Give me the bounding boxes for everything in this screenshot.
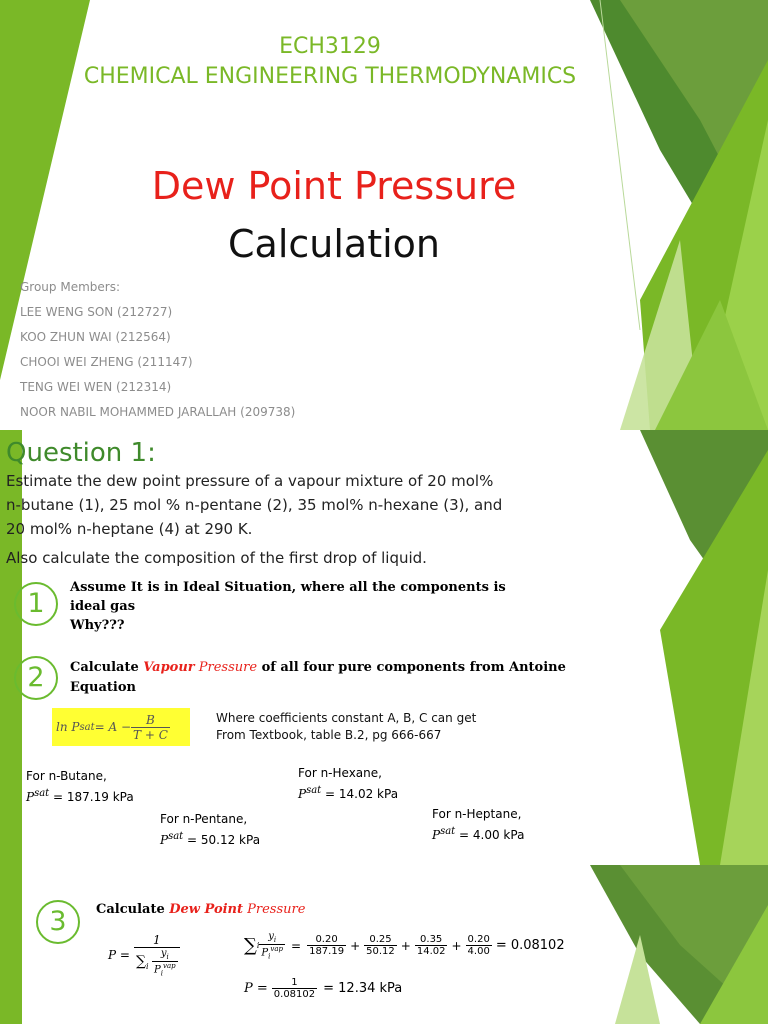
- coef-note-1: Where coefficients constant A, B, C can get: [216, 711, 477, 725]
- step-2-line-2: Equation: [70, 680, 136, 695]
- component-value: $P^{sat} = 14.02$ kPa: [298, 785, 399, 801]
- pressure-result: [244, 977, 402, 1000]
- step-3-pre: Calculate: [96, 902, 170, 917]
- step-2-pre: Calculate: [70, 660, 144, 675]
- sum-lhs: ∑ i $\frac{y_i}{P_i^{vap}}$ =: [244, 931, 302, 961]
- question-heading: Question 1:: [6, 438, 156, 468]
- title-red: Dew Point Pressure: [151, 164, 517, 208]
- sum-term-1: $\frac{0.20}{187.19}$: [309, 934, 345, 958]
- step-2-vapour: Vapour: [143, 660, 195, 675]
- antoine-eq: = A −: [94, 720, 131, 734]
- step-2-circle: 2: [14, 656, 58, 700]
- course-name: CHEMICAL ENGINEERING THERMODYNAMICS: [83, 64, 577, 89]
- step-3-pressure: Pressure: [243, 902, 306, 917]
- component-hexane: [298, 765, 398, 803]
- member-5: NOOR NABIL MOHAMMED JARALLAH (209738): [20, 405, 296, 419]
- step-2-post: of all four pure components from Antoine: [257, 660, 566, 675]
- step-3-circle: 3: [36, 900, 80, 944]
- sum-term-4: $\frac{0.20}{4.00}$: [467, 934, 490, 958]
- antoine-fraction: [131, 713, 170, 742]
- component-name: For n-Pentane,: [160, 812, 248, 826]
- component-pentane: [160, 811, 260, 849]
- members-heading: Group Members:: [20, 280, 121, 294]
- title-slide: [0, 0, 768, 430]
- coef-note-2: From Textbook, table B.2, pg 666-667: [216, 728, 442, 742]
- antoine-equation: [52, 708, 190, 746]
- p-lhs: P =: [244, 981, 268, 996]
- sum-term-3: $\frac{0.35}{14.02}$: [416, 934, 446, 958]
- member-4: TENG WEI WEN (212314): [20, 380, 172, 394]
- member-1: LEE WENG SON (212727): [20, 305, 173, 319]
- antoine-lhs: ln P: [56, 720, 80, 734]
- formula-lhs: P =: [108, 948, 130, 963]
- formula-num: 1: [134, 933, 180, 948]
- sum-equation: ∑ i $\frac{y_i}{P_i^{vap}}$ = $\frac{0.20}{187.19}$ + $\frac{0.25}{50.12}$ + $\frac{0.35}{14.02}$ + $\frac{0.20}{4.00}$ = 0.08102: [244, 931, 565, 961]
- component-value: $P^{sat} = 4.00$ kPa: [432, 826, 525, 842]
- question-line-1: Estimate the dew point pressure of a vapour mixture of 20 mol%: [6, 472, 494, 490]
- component-heptane: [432, 806, 524, 844]
- question-line-2: n-butane (1), 25 mol % n-pentane (2), 35 mol% n-hexane (3), and: [6, 496, 503, 514]
- dew-point-formula: [108, 933, 180, 977]
- formula-fraction: [134, 933, 180, 977]
- calculation-slide: [0, 865, 768, 1024]
- member-3: CHOOI WEI ZHENG (211147): [20, 355, 193, 369]
- question-extra: Also calculate the composition of the first drop of liquid.: [6, 549, 427, 567]
- component-name: For n-Heptane,: [432, 807, 522, 821]
- member-2: KOO ZHUN WAI (212564): [20, 330, 171, 344]
- step-1-line-1: Assume It is in Ideal Situation, where all the components is: [70, 580, 506, 595]
- antoine-sup: sat: [79, 721, 95, 733]
- step-2-line-1: [70, 660, 566, 675]
- antoine-den: T + C: [133, 727, 168, 742]
- p-result: = 12.34 kPa: [323, 981, 403, 996]
- antoine-num: B: [131, 713, 170, 728]
- course-code: ECH3129: [279, 34, 381, 59]
- step-1-line-2: ideal gas: [70, 599, 136, 614]
- p-fraction: $\frac{1}{0.08102}$: [273, 977, 316, 1000]
- step-3-dew: Dew Point: [169, 902, 244, 917]
- component-value: $P^{sat} = 50.12$ kPa: [160, 831, 261, 847]
- sum-result: = 0.08102: [495, 938, 565, 954]
- component-name: For n-Butane,: [26, 769, 107, 783]
- step-3-label: [96, 902, 305, 917]
- step-1-line-3: Why???: [70, 618, 125, 633]
- sum-term-2: $\frac{0.25}{50.12}$: [366, 934, 395, 958]
- component-butane: [26, 768, 134, 806]
- formula-den: $\sum_i$ $\frac{y_i}{P_i^{vap}}$: [135, 948, 176, 978]
- question-slide: [0, 430, 768, 865]
- step-1-circle: 1: [14, 582, 58, 626]
- component-name: For n-Hexane,: [298, 766, 382, 780]
- question-line-3: 20 mol% n-heptane (4) at 290 K.: [6, 520, 253, 538]
- component-value: $P^{sat} = 187.19$ kPa: [26, 788, 134, 804]
- title-black: Calculation: [228, 222, 440, 266]
- step-2-pressure: Pressure: [194, 660, 258, 675]
